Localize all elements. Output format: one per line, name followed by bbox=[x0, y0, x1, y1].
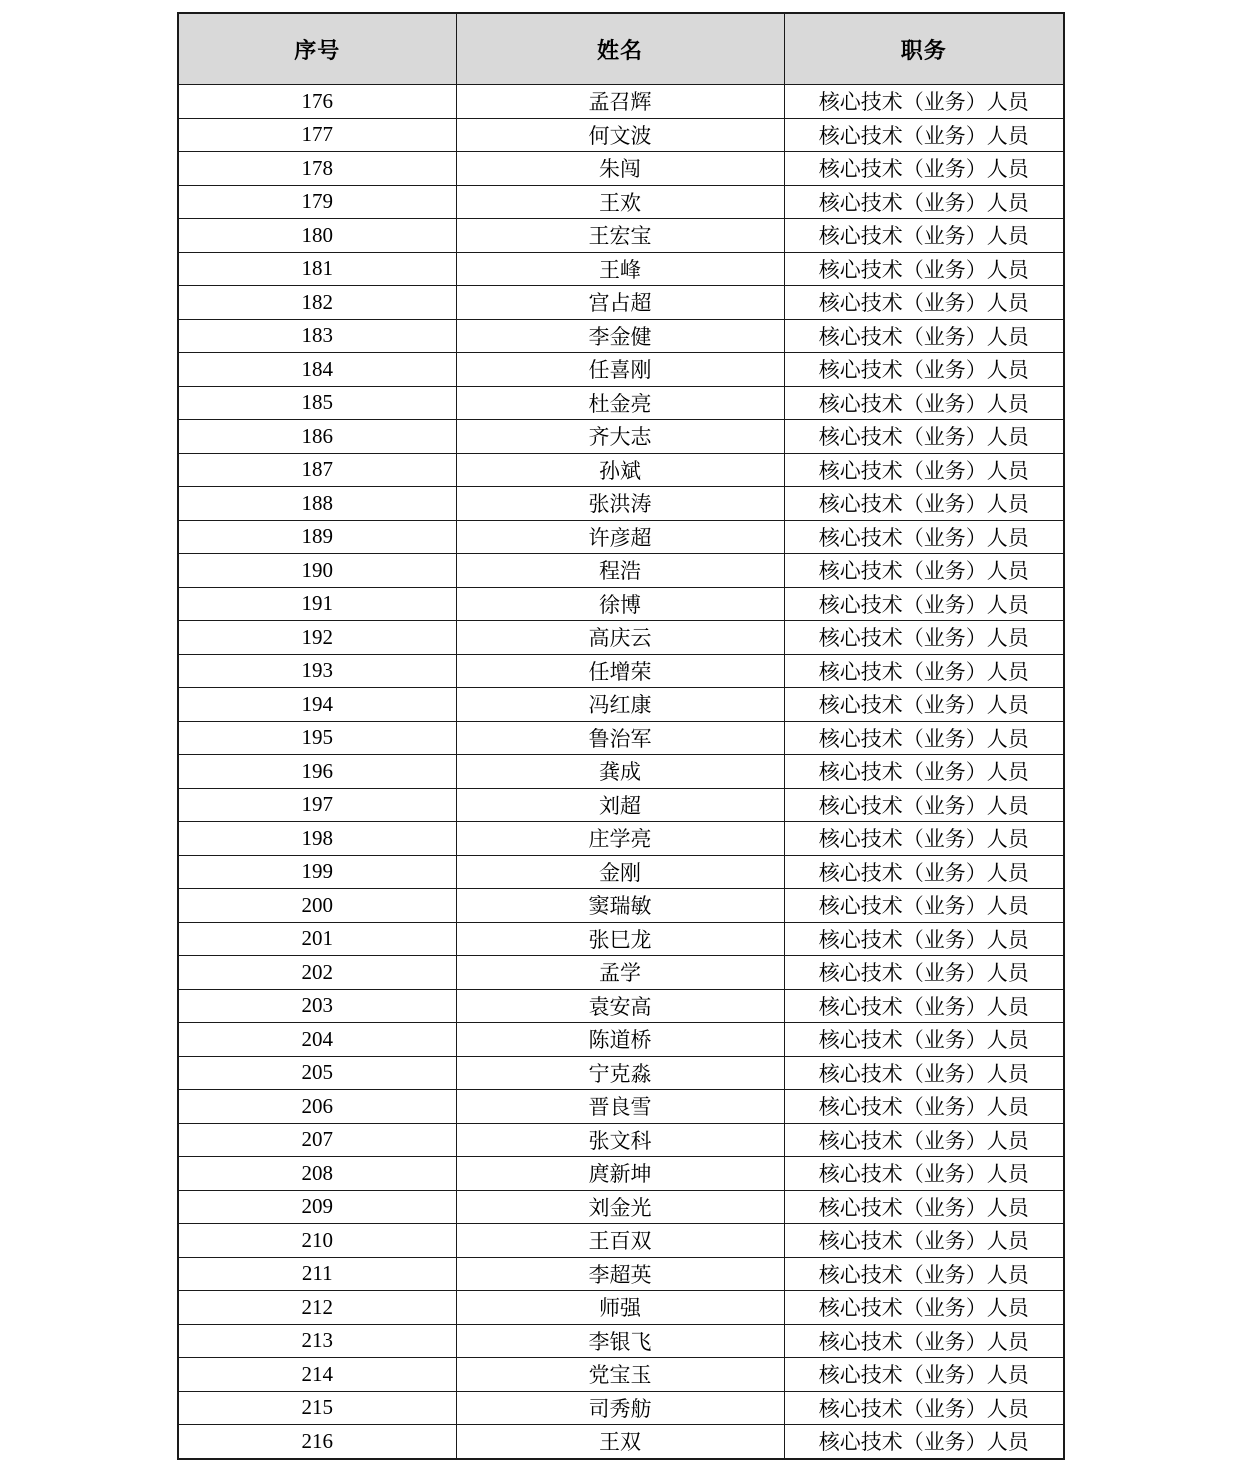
table-row bbox=[178, 420, 1064, 454]
table-row bbox=[178, 1324, 1064, 1358]
position-cell: 核心技术（业务）人员 bbox=[784, 1391, 1064, 1425]
position-cell: 核心技术（业务）人员 bbox=[784, 1425, 1064, 1459]
position-cell: 核心技术（业务）人员 bbox=[784, 721, 1064, 755]
position-cell: 核心技术（业务）人员 bbox=[784, 185, 1064, 219]
position-cell: 核心技术（业务）人员 bbox=[784, 1157, 1064, 1191]
position-cell: 核心技术（业务）人员 bbox=[784, 219, 1064, 253]
name-cell: 王峰 bbox=[456, 252, 784, 286]
seq-cell: 203 bbox=[178, 989, 456, 1023]
seq-cell: 177 bbox=[178, 118, 456, 152]
table-row bbox=[178, 922, 1064, 956]
table-row bbox=[178, 453, 1064, 487]
name-cell: 窦瑞敏 bbox=[456, 889, 784, 923]
table-row bbox=[178, 621, 1064, 655]
table-row bbox=[178, 1391, 1064, 1425]
position-cell: 核心技术（业务）人员 bbox=[784, 755, 1064, 789]
seq-cell: 205 bbox=[178, 1056, 456, 1090]
name-cell: 王百双 bbox=[456, 1224, 784, 1258]
table-row bbox=[178, 118, 1064, 152]
position-cell: 核心技术（业务）人员 bbox=[784, 621, 1064, 655]
position-cell: 核心技术（业务）人员 bbox=[784, 1291, 1064, 1325]
position-cell: 核心技术（业务）人员 bbox=[784, 1224, 1064, 1258]
table-row bbox=[178, 386, 1064, 420]
position-cell: 核心技术（业务）人员 bbox=[784, 989, 1064, 1023]
seq-cell: 189 bbox=[178, 520, 456, 554]
seq-cell: 215 bbox=[178, 1391, 456, 1425]
position-cell: 核心技术（业务）人员 bbox=[784, 1090, 1064, 1124]
table-row bbox=[178, 1123, 1064, 1157]
name-cell: 金刚 bbox=[456, 855, 784, 889]
position-cell: 核心技术（业务）人员 bbox=[784, 788, 1064, 822]
name-cell: 庄学亮 bbox=[456, 822, 784, 856]
seq-cell: 200 bbox=[178, 889, 456, 923]
position-cell: 核心技术（业务）人员 bbox=[784, 554, 1064, 588]
table-row bbox=[178, 1157, 1064, 1191]
table-row bbox=[178, 721, 1064, 755]
position-cell: 核心技术（业务）人员 bbox=[784, 1123, 1064, 1157]
name-cell: 李超英 bbox=[456, 1257, 784, 1291]
position-cell: 核心技术（业务）人员 bbox=[784, 453, 1064, 487]
seq-cell: 186 bbox=[178, 420, 456, 454]
name-cell: 张文科 bbox=[456, 1123, 784, 1157]
position-cell: 核心技术（业务）人员 bbox=[784, 1257, 1064, 1291]
seq-cell: 193 bbox=[178, 654, 456, 688]
seq-cell: 212 bbox=[178, 1291, 456, 1325]
seq-cell: 176 bbox=[178, 85, 456, 119]
position-cell: 核心技术（业务）人员 bbox=[784, 587, 1064, 621]
name-cell: 宫占超 bbox=[456, 286, 784, 320]
position-cell: 核心技术（业务）人员 bbox=[784, 252, 1064, 286]
seq-cell: 206 bbox=[178, 1090, 456, 1124]
table-row bbox=[178, 554, 1064, 588]
table-row bbox=[178, 755, 1064, 789]
seq-cell: 183 bbox=[178, 319, 456, 353]
table-row bbox=[178, 688, 1064, 722]
position-cell: 核心技术（业务）人员 bbox=[784, 1190, 1064, 1224]
seq-cell: 188 bbox=[178, 487, 456, 521]
name-cell: 张洪涛 bbox=[456, 487, 784, 521]
name-cell: 王欢 bbox=[456, 185, 784, 219]
seq-cell: 207 bbox=[178, 1123, 456, 1157]
seq-cell: 211 bbox=[178, 1257, 456, 1291]
table-row bbox=[178, 353, 1064, 387]
table-row bbox=[178, 185, 1064, 219]
table-row bbox=[178, 1291, 1064, 1325]
table-row bbox=[178, 1224, 1064, 1258]
seq-cell: 197 bbox=[178, 788, 456, 822]
name-cell: 袁安高 bbox=[456, 989, 784, 1023]
name-cell: 何文波 bbox=[456, 118, 784, 152]
position-cell: 核心技术（业务）人员 bbox=[784, 688, 1064, 722]
table-row bbox=[178, 654, 1064, 688]
seq-cell: 184 bbox=[178, 353, 456, 387]
seq-cell: 216 bbox=[178, 1425, 456, 1459]
position-cell: 核心技术（业务）人员 bbox=[784, 956, 1064, 990]
seq-cell: 210 bbox=[178, 1224, 456, 1258]
table-row bbox=[178, 487, 1064, 521]
name-cell: 李银飞 bbox=[456, 1324, 784, 1358]
name-cell: 庹新坤 bbox=[456, 1157, 784, 1191]
table-row bbox=[178, 152, 1064, 186]
name-cell: 宁克淼 bbox=[456, 1056, 784, 1090]
position-cell: 核心技术（业务）人员 bbox=[784, 487, 1064, 521]
name-cell: 刘超 bbox=[456, 788, 784, 822]
seq-cell: 214 bbox=[178, 1358, 456, 1392]
table-row bbox=[178, 520, 1064, 554]
position-cell: 核心技术（业务）人员 bbox=[784, 922, 1064, 956]
position-cell: 核心技术（业务）人员 bbox=[784, 822, 1064, 856]
table-row bbox=[178, 286, 1064, 320]
seq-cell: 198 bbox=[178, 822, 456, 856]
seq-cell: 196 bbox=[178, 755, 456, 789]
table-row bbox=[178, 1358, 1064, 1392]
name-cell: 龚成 bbox=[456, 755, 784, 789]
name-cell: 齐大志 bbox=[456, 420, 784, 454]
seq-cell: 191 bbox=[178, 587, 456, 621]
table-row bbox=[178, 1023, 1064, 1057]
table-row bbox=[178, 956, 1064, 990]
table-row bbox=[178, 319, 1064, 353]
personnel-table bbox=[177, 12, 1065, 1460]
seq-cell: 213 bbox=[178, 1324, 456, 1358]
table-row bbox=[178, 1056, 1064, 1090]
seq-cell: 201 bbox=[178, 922, 456, 956]
name-cell: 任增荣 bbox=[456, 654, 784, 688]
name-cell: 师强 bbox=[456, 1291, 784, 1325]
seq-cell: 199 bbox=[178, 855, 456, 889]
table-row bbox=[178, 889, 1064, 923]
seq-cell: 187 bbox=[178, 453, 456, 487]
position-cell: 核心技术（业务）人员 bbox=[784, 319, 1064, 353]
table-row bbox=[178, 85, 1064, 119]
header-seq: 序号 bbox=[178, 13, 456, 85]
seq-cell: 202 bbox=[178, 956, 456, 990]
table-row bbox=[178, 1090, 1064, 1124]
table-row bbox=[178, 252, 1064, 286]
table-row bbox=[178, 788, 1064, 822]
seq-cell: 179 bbox=[178, 185, 456, 219]
name-cell: 王双 bbox=[456, 1425, 784, 1459]
name-cell: 许彦超 bbox=[456, 520, 784, 554]
name-cell: 徐博 bbox=[456, 587, 784, 621]
name-cell: 党宝玉 bbox=[456, 1358, 784, 1392]
seq-cell: 185 bbox=[178, 386, 456, 420]
name-cell: 程浩 bbox=[456, 554, 784, 588]
seq-cell: 192 bbox=[178, 621, 456, 655]
position-cell: 核心技术（业务）人员 bbox=[784, 889, 1064, 923]
position-cell: 核心技术（业务）人员 bbox=[784, 1358, 1064, 1392]
position-cell: 核心技术（业务）人员 bbox=[784, 152, 1064, 186]
seq-cell: 180 bbox=[178, 219, 456, 253]
position-cell: 核心技术（业务）人员 bbox=[784, 85, 1064, 119]
name-cell: 任喜刚 bbox=[456, 353, 784, 387]
name-cell: 晋良雪 bbox=[456, 1090, 784, 1124]
table-row bbox=[178, 855, 1064, 889]
name-cell: 司秀舫 bbox=[456, 1391, 784, 1425]
seq-cell: 190 bbox=[178, 554, 456, 588]
position-cell: 核心技术（业务）人员 bbox=[784, 1056, 1064, 1090]
position-cell: 核心技术（业务）人员 bbox=[784, 386, 1064, 420]
table-row bbox=[178, 219, 1064, 253]
table-row bbox=[178, 587, 1064, 621]
table-row bbox=[178, 822, 1064, 856]
name-cell: 冯红康 bbox=[456, 688, 784, 722]
name-cell: 杜金亮 bbox=[456, 386, 784, 420]
header-name: 姓名 bbox=[456, 13, 784, 85]
position-cell: 核心技术（业务）人员 bbox=[784, 1324, 1064, 1358]
name-cell: 高庆云 bbox=[456, 621, 784, 655]
header-position: 职务 bbox=[784, 13, 1064, 85]
name-cell: 陈道桥 bbox=[456, 1023, 784, 1057]
position-cell: 核心技术（业务）人员 bbox=[784, 286, 1064, 320]
name-cell: 李金健 bbox=[456, 319, 784, 353]
name-cell: 王宏宝 bbox=[456, 219, 784, 253]
position-cell: 核心技术（业务）人员 bbox=[784, 420, 1064, 454]
name-cell: 孟召辉 bbox=[456, 85, 784, 119]
position-cell: 核心技术（业务）人员 bbox=[784, 654, 1064, 688]
position-cell: 核心技术（业务）人员 bbox=[784, 520, 1064, 554]
table-row bbox=[178, 1425, 1064, 1459]
seq-cell: 209 bbox=[178, 1190, 456, 1224]
position-cell: 核心技术（业务）人员 bbox=[784, 353, 1064, 387]
table-row bbox=[178, 1190, 1064, 1224]
position-cell: 核心技术（业务）人员 bbox=[784, 118, 1064, 152]
name-cell: 刘金光 bbox=[456, 1190, 784, 1224]
seq-cell: 182 bbox=[178, 286, 456, 320]
name-cell: 朱闯 bbox=[456, 152, 784, 186]
position-cell: 核心技术（业务）人员 bbox=[784, 1023, 1064, 1057]
table-header-row bbox=[178, 13, 1064, 85]
name-cell: 张巳龙 bbox=[456, 922, 784, 956]
table-row bbox=[178, 1257, 1064, 1291]
seq-cell: 194 bbox=[178, 688, 456, 722]
seq-cell: 208 bbox=[178, 1157, 456, 1191]
name-cell: 孟学 bbox=[456, 956, 784, 990]
table-row bbox=[178, 989, 1064, 1023]
seq-cell: 181 bbox=[178, 252, 456, 286]
name-cell: 孙斌 bbox=[456, 453, 784, 487]
position-cell: 核心技术（业务）人员 bbox=[784, 855, 1064, 889]
table-body bbox=[178, 85, 1064, 1459]
seq-cell: 195 bbox=[178, 721, 456, 755]
seq-cell: 178 bbox=[178, 152, 456, 186]
seq-cell: 204 bbox=[178, 1023, 456, 1057]
name-cell: 鲁治军 bbox=[456, 721, 784, 755]
